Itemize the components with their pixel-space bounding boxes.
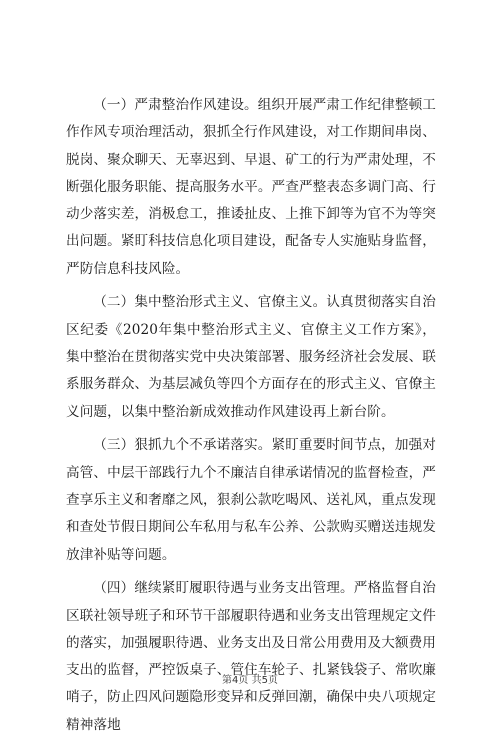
paragraph-1: （一）严肃整治作风建设。组织开展严肃工作纪律整顿工作作风专项治理活动，狠抓全行作风建设，对工作期间串岗、脱岗、聚众聊天、无辜迟到、早退、矿工的行为严肃处理，不断强化服务职能、提高服务水平。严查严整表态多调门高、行动少落实差，消极怠工，推诿扯皮、上推下卸等为官不为等突出问题。紧盯科技信息化项目建设，配备专人实施贴身监督，严防信息科技风险。 <box>66 97 436 277</box>
paragraph-4: （四）继续紧盯履职待遇与业务支出管理。严格监督自治区联社领导班子和环节干部履职待遇和业务支出管理规定文件的落实，加强履职待遇、业务支出及日常公用费用及大额费用支出的监督，严控饭桌子、管住车轮子、扎紧钱袋子、常吹廉哨子，防止四风问题隐形变异和反弹回潮，确保中央八项规定精神落地 <box>66 580 436 733</box>
page-number-footer: 第4页 共5页 <box>222 675 278 686</box>
paragraph-3: （三）狠抓九个不承诺落实。紧盯重要时间节点，加强对高管、中层干部践行九个不廉洁自律承诺情况的监督检查，严查享乐主义和奢靡之风，狠刹公款吃喝风、送礼风，重点发现和查处节假日期间公车私用与私车公养、公款购买赠送违规发放津补贴等问题。 <box>66 437 436 563</box>
document-body <box>66 92 436 739</box>
paragraph-2: （二）集中整治形式主义、官僚主义。认真贯彻落实自治区纪委《2020年集中整治形式主义、官僚主义工作方案》，集中整治在贯彻落实党中央决策部署、服务经济社会发展、联系服务群众、为基层减负等四个方面存在的形式主义、官僚主义问题，以集中整治新成效推动作风建设再上新台阶。 <box>66 294 436 420</box>
